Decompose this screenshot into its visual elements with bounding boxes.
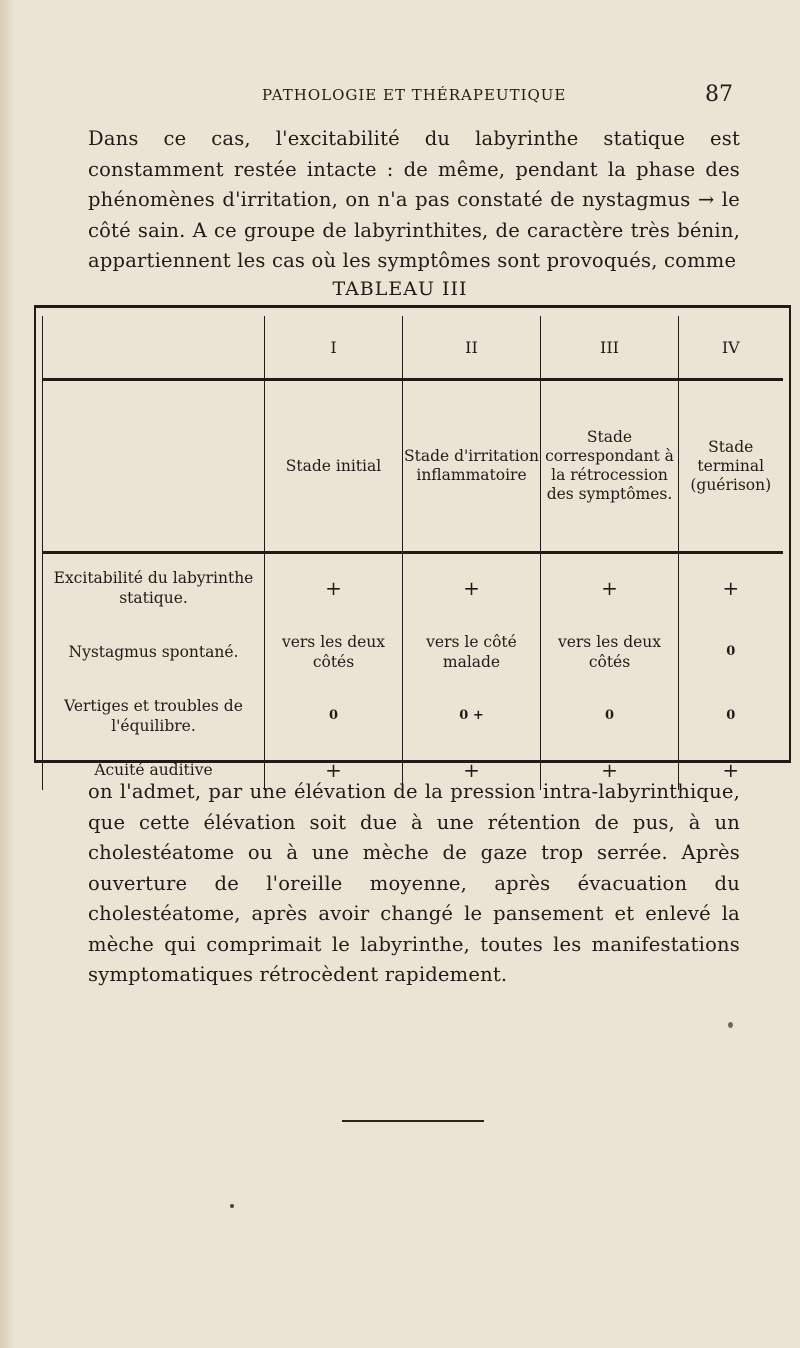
page-header xyxy=(0,82,800,112)
cell-vertigo-ii: 0 + xyxy=(403,682,541,746)
paragraph-top: Dans ce cas, l'excitabilité du labyrinthe statique est constamment restée intacte : de même, pendant la phase des phénomènes d'irritation, on n'a pas constaté de nystagmus → le côté sain. A ce groupe de labyrinthites, de caractère très bénin, appartiennent les cas où les symptômes sont provoqués, comme xyxy=(88,127,740,272)
stage-table xyxy=(42,316,783,790)
cell-acuity-i: + xyxy=(265,746,403,790)
header-cell-iii: III xyxy=(541,316,679,380)
cell-excitability-i: + xyxy=(265,553,403,619)
header-cell-i: I xyxy=(265,316,403,380)
stage-cell-initial: Stade initial xyxy=(265,380,403,553)
stage-cell-blank xyxy=(43,380,265,553)
cell-acuity-iv: + xyxy=(679,746,783,790)
table-stage-row xyxy=(43,380,783,553)
row-label-excitability: Excitabilité du labyrinthe statique. xyxy=(43,553,265,619)
cell-excitability-iii: + xyxy=(541,553,679,619)
header-cell-blank xyxy=(43,316,265,380)
running-title: PATHOLOGIE ET THÉRAPEUTIQUE xyxy=(262,86,567,104)
cell-nystagmus-i: vers les deux côtés xyxy=(265,618,403,682)
cell-nystagmus-iv: 0 xyxy=(679,618,783,682)
cell-nystagmus-iii: vers les deux côtés xyxy=(541,618,679,682)
table-title: TABLEAU III xyxy=(332,278,468,300)
paragraph-bottom: on l'admet, par une élévation de la pression intra-labyrinthique, que cette élévation soit due à une rétention de pus, à un cholestéatome ou à une mèche de gaze trop serrée. Après ouverture de l'oreille moyenne, après évacuation du cholestéatome, après avoir changé le pansement et enlevé la mèche qui comprimait le labyrinthe, toutes les manifestations symptomatiques rétrocèdent rapidement. xyxy=(88,780,740,986)
cell-vertigo-iii: 0 xyxy=(541,682,679,746)
row-label-vertigo: Vertiges et troubles de l'équilibre. xyxy=(43,682,265,746)
table-header-row xyxy=(43,316,783,380)
row-label-nystagmus: Nystagmus spontané. xyxy=(43,618,265,682)
header-cell-iv: IV xyxy=(679,316,783,380)
table-row-excitability xyxy=(43,553,783,619)
stage-cell-retrocession: Stade correspondant à la rétrocession des symptômes. xyxy=(541,380,679,553)
stage-cell-terminal: Stade terminal (guérison) xyxy=(679,380,783,553)
table-row-vertigo xyxy=(43,682,783,746)
cell-excitability-iv: + xyxy=(679,553,783,619)
row-label-acuity: Acuité auditive xyxy=(43,746,265,790)
stage-cell-irritation: Stade d'irritation inflammatoire xyxy=(403,380,541,553)
page-number: 87 xyxy=(705,82,733,107)
header-cell-ii: II xyxy=(403,316,541,380)
ink-speck xyxy=(230,1204,234,1208)
page-edge xyxy=(0,0,14,1348)
table-row-nystagmus xyxy=(43,618,783,682)
cell-vertigo-iv: 0 xyxy=(679,682,783,746)
section-rule xyxy=(342,1120,484,1122)
ink-speck xyxy=(728,1022,733,1028)
cell-nystagmus-ii: vers le côté malade xyxy=(403,618,541,682)
cell-acuity-ii: + xyxy=(403,746,541,790)
cell-excitability-ii: + xyxy=(403,553,541,619)
cell-acuity-iii: + xyxy=(541,746,679,790)
cell-vertigo-i: 0 xyxy=(265,682,403,746)
